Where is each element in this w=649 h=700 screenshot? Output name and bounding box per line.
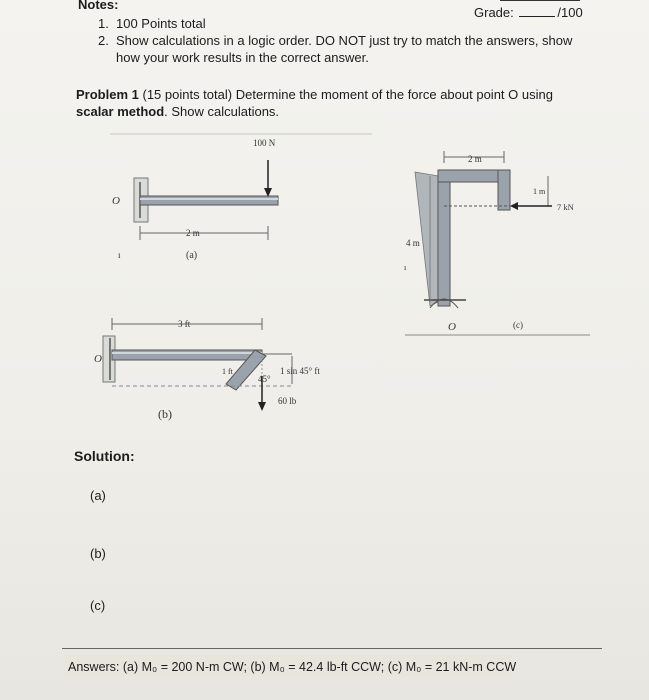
fig-b-point-label: O — [94, 353, 102, 365]
svg-text:ı: ı — [118, 250, 121, 260]
fig-a-caption: (a) — [186, 250, 198, 261]
fig-b-caption: (b) — [158, 407, 172, 421]
fig-b-beam — [112, 350, 262, 360]
fig-a-dim-label: 2 m — [186, 228, 200, 238]
svg-text:ı: ı — [404, 263, 407, 272]
answers-line: Answers: (a) M₀ = 200 N-m CW; (b) M₀ = 42.4 lb-ft CCW; (c) M₀ = 21 kN-m CCW — [68, 660, 517, 674]
fig-b-dim-label: 3 ft — [178, 319, 191, 329]
fig-b-force-label: 60 lb — [278, 396, 297, 406]
note-item-2-cont: how your work results in the correct answer. — [116, 50, 369, 65]
solution-part-b: (b) — [90, 546, 106, 561]
fig-c-height-dim: 4 m — [406, 238, 420, 248]
note-item-1: 1. 100 Points total — [98, 16, 206, 31]
solution-part-a: (a) — [90, 488, 106, 503]
fig-b-vertical-dim: 1 sin 45° ft — [280, 366, 320, 376]
note-item-2: 2. Show calculations in a logic order. DO NOT just try to match the answers, show — [98, 33, 573, 48]
fig-c-side-dim: 1 m — [533, 187, 546, 196]
fig-c-top-dim: 2 m — [468, 154, 482, 164]
figure-a — [112, 138, 278, 261]
figure-b — [94, 318, 320, 421]
fig-a-force-label: 100 N — [253, 138, 276, 148]
fig-c-caption: (c) — [513, 320, 523, 330]
fig-c-drop-arm — [498, 170, 510, 210]
problem-text: Determine the moment of the force about point O using — [235, 87, 553, 102]
solution-heading: Solution: — [74, 448, 135, 464]
fig-a-point-label: O — [112, 195, 120, 207]
fig-b-angle: 45° — [258, 374, 271, 384]
problem-text-end: . Show calculations. — [164, 104, 280, 119]
solution-part-c: (c) — [90, 598, 106, 613]
grade-label: Grade: — [474, 5, 514, 20]
answers-rule — [62, 648, 602, 649]
fig-c-point-label: O — [448, 321, 456, 333]
problem-method: scalar method — [76, 104, 165, 119]
fig-c-force-label: 7 kN — [557, 202, 574, 212]
grade-total: /100 — [557, 5, 583, 20]
notes-heading: Notes: — [78, 0, 119, 12]
problem-points: (15 points total) — [142, 87, 233, 102]
problem-title: Problem 1 — [76, 87, 139, 102]
fig-a-beam — [140, 196, 278, 205]
figure-c — [404, 151, 574, 333]
fig-c-column — [438, 176, 450, 306]
fig-b-short-dim: 1 ft — [222, 367, 233, 376]
